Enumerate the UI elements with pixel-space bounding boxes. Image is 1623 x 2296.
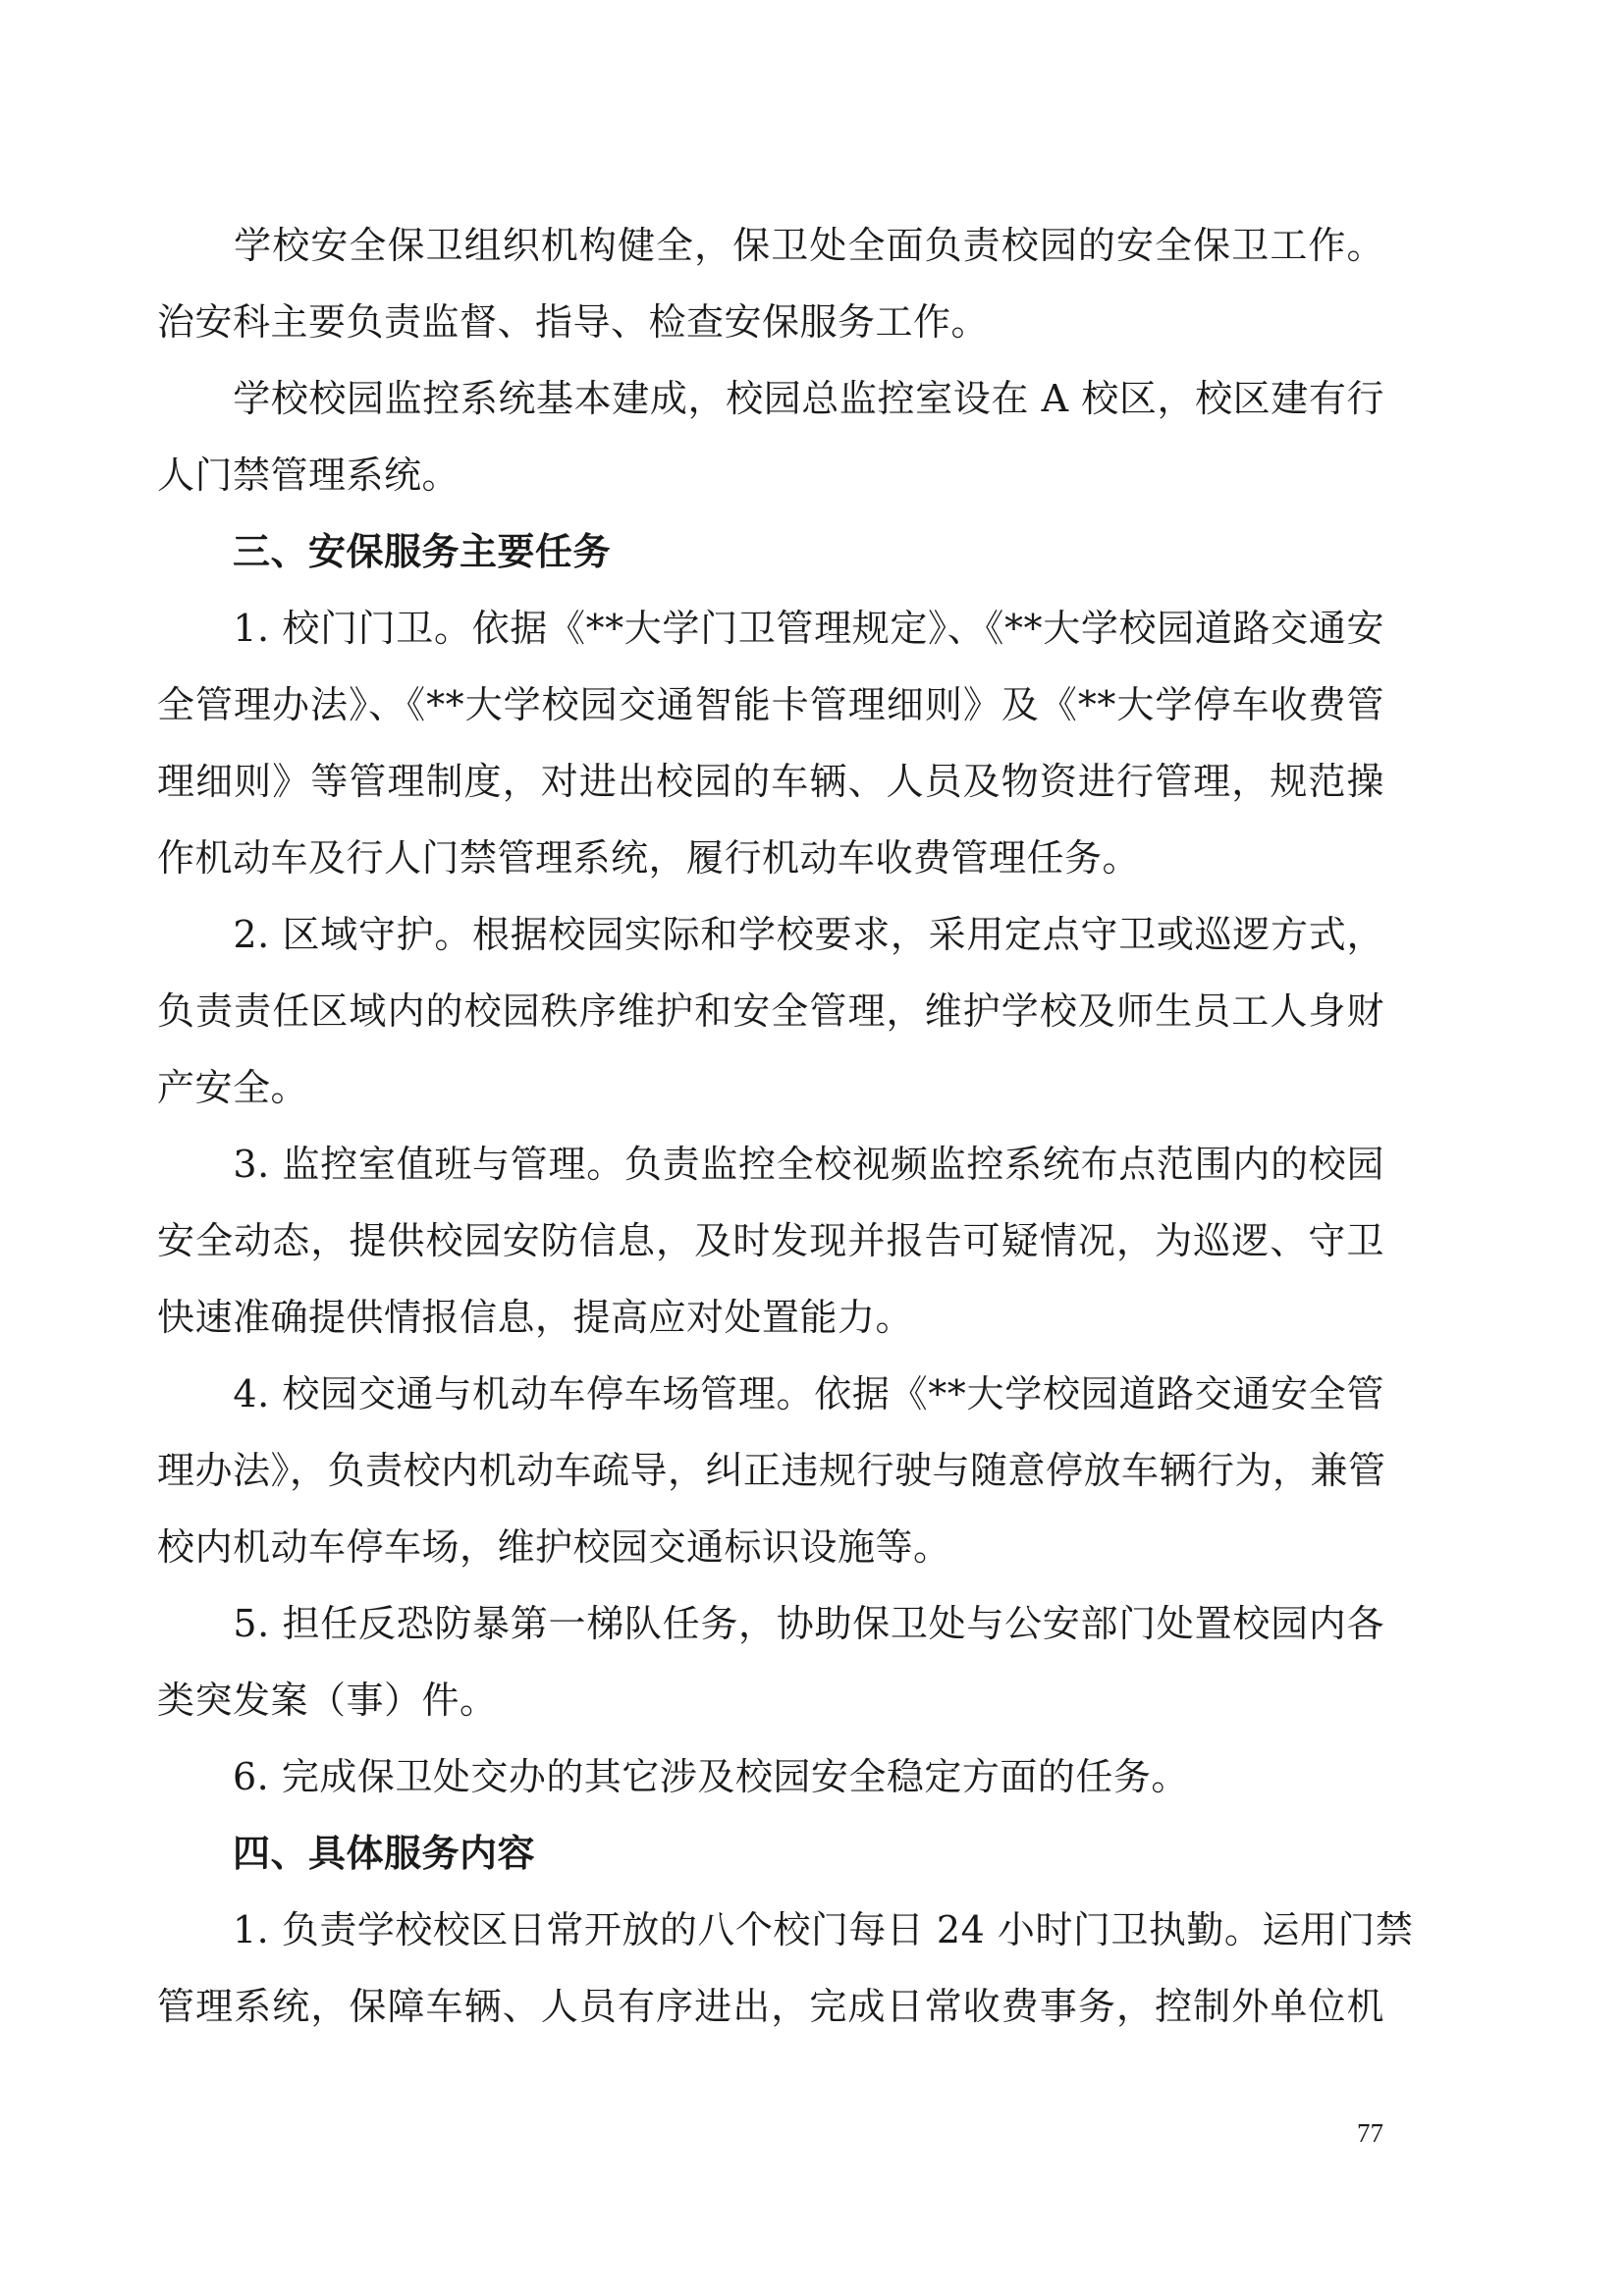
paragraph-line: 4. 校园交通与机动车停车场管理。依据《**大学校园道路交通安全管 <box>157 1372 1384 1415</box>
paragraph-line: 理办法》，负责校内机动车疏导，纠正违规行驶与随意停放车辆行为，兼管 <box>157 1449 1386 1492</box>
paragraph-line: 负责责任区域内的校园秩序维护和安全管理，维护学校及师生员工人身财 <box>157 989 1384 1033</box>
paragraph-line: 类突发案（事）件。 <box>157 1679 498 1722</box>
paragraph-line: 理细则》等管理制度，对进出校园的车辆、人员及物资进行管理，规范操 <box>157 760 1384 803</box>
paragraph-line: 学校校园监控系统基本建成，校园总监控室设在 A 校区，校区建有行 <box>157 377 1384 420</box>
paragraph-line: 安全动态，提供校园安防信息，及时发现并报告可疑情况，为巡逻、守卫 <box>157 1219 1384 1262</box>
section-heading: 四、具体服务内容 <box>157 1832 536 1875</box>
page-number: 77 <box>1357 2118 1383 2148</box>
paragraph-line: 1. 校门门卫。依据《**大学门卫管理规定》、《**大学校园道路交通安 <box>157 607 1384 650</box>
paragraph-line: 全管理办法》、《**大学校园交通智能卡管理细则》及《**大学停车收费管 <box>157 683 1384 726</box>
paragraph-line: 3. 监控室值班与管理。负责监控全校视频监控系统布点范围内的校园 <box>157 1143 1384 1186</box>
paragraph-line: 5. 担任反恐防暴第一梯队任务，协助保卫处与公安部门处置校园内各 <box>157 1602 1384 1645</box>
paragraph-line: 2. 区域守护。根据校园实际和学校要求，采用定点守卫或巡逻方式， <box>157 913 1384 956</box>
paragraph-line: 1. 负责学校校区日常开放的八个校门每日 24 小时门卫执勤。运用门禁 <box>157 1908 1414 1951</box>
paragraph-line: 作机动车及行人门禁管理系统，履行机动车收费管理任务。 <box>157 836 1141 880</box>
paragraph-line: 治安科主要负责监督、指导、检查安保服务工作。 <box>157 300 990 344</box>
paragraph-line: 学校安全保卫组织机构健全，保卫处全面负责校园的安全保卫工作。 <box>157 224 1384 267</box>
paragraph-line: 快速准确提供情报信息，提高应对处置能力。 <box>157 1296 914 1339</box>
paragraph-line: 管理系统，保障车辆、人员有序进出，完成日常收费事务，控制外单位机 <box>157 1985 1384 2028</box>
section-heading: 三、安保服务主要任务 <box>157 530 612 573</box>
paragraph-line: 产安全。 <box>157 1066 309 1109</box>
paragraph-line: 校内机动车停车场，维护校园交通标识设施等。 <box>157 1525 951 1569</box>
paragraph-line: 6. 完成保卫处交办的其它涉及校园安全稳定方面的任务。 <box>157 1755 1189 1798</box>
paragraph-line: 人门禁管理系统。 <box>157 454 460 497</box>
